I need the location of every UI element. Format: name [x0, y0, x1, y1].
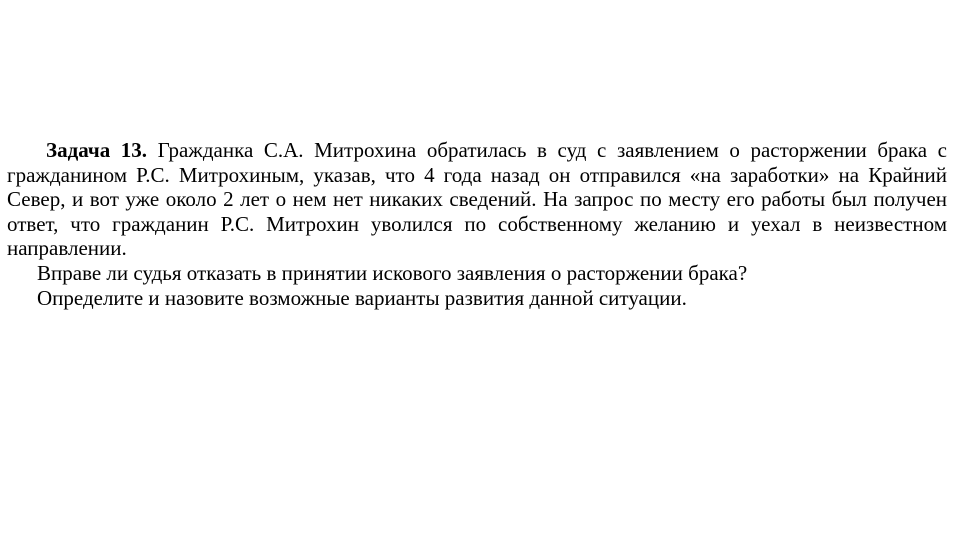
- task-paragraph: [7, 138, 947, 261]
- task-text-block: [7, 138, 947, 310]
- question-2: Определите и назовите возможные варианты развития данной ситуации.: [37, 285, 687, 310]
- task-text: Гражданка С.А. Митрохина обратилась в суд с заявлением о расторжении брака с гражданином Р.С. Митрохиным, указав, что 4 года назад он отправился «на заработки» на Крайний Север, и вот уже около 2 лет о нем нет никаких сведений. На запрос по месту его работы был получен ответ, что гражданин Р.С. Митрохин уволился по собственному желанию и уехал в неизвестном направлении.: [7, 138, 948, 261]
- task-label: Задача 13.: [46, 138, 148, 162]
- question-1: Вправе ли судья отказать в принятии искового заявления о расторжении брака?: [37, 260, 748, 285]
